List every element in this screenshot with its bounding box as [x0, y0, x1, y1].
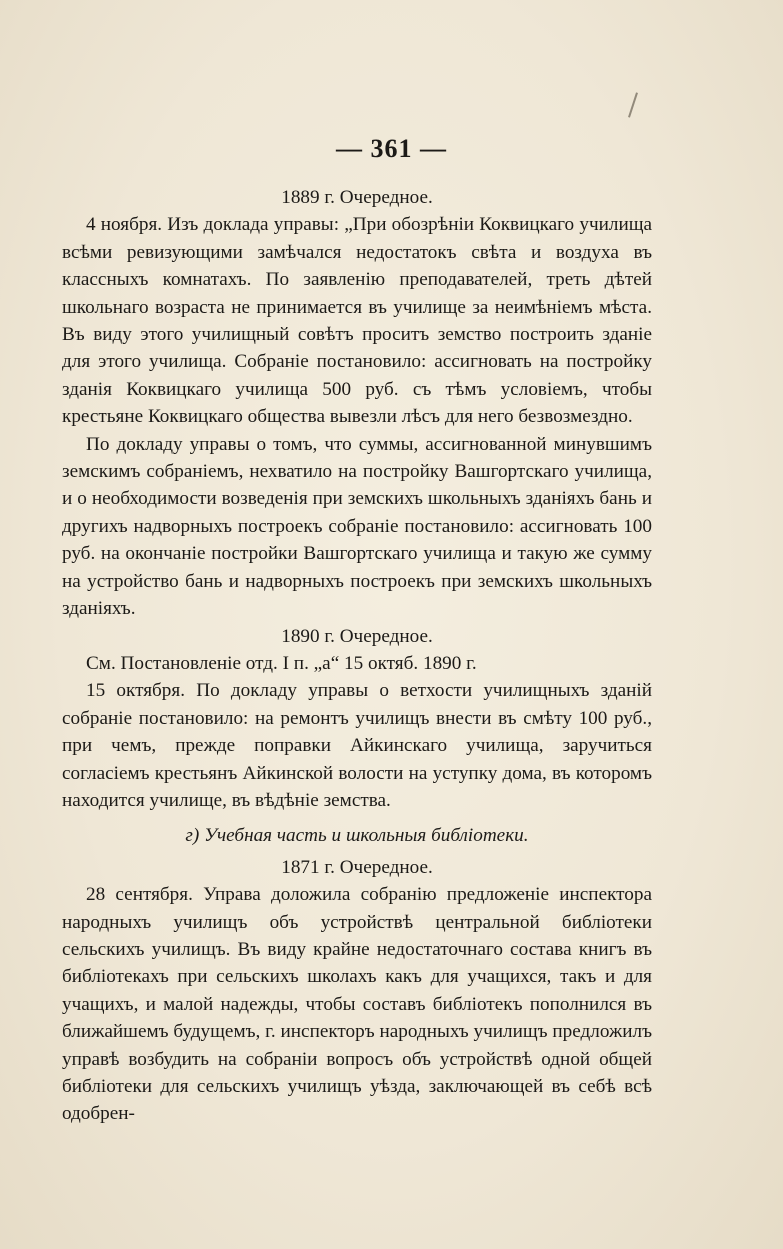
- paragraph-1889-1: 4 ноября. Изъ доклада управы: „При обозрѣніи Коквицкаго училища всѣми ревизующими замѣчался недостатокъ свѣта и воздуха въ классныхъ комнатахъ. По заявленію преподавателей, треть дѣтей школьнаго возраста не принимается въ училище за неимѣніемъ мѣста. Въ виду этого училищный совѣтъ проситъ земство построить зданіе для этого училища. Собраніе постановило: ассигновать на постройку зданія Коквицкаго училища 500 руб. съ тѣмъ условіемъ, чтобы крестьяне Коквицкаго общества вывезли лѣсъ для него безвозмездно.: [62, 214, 652, 428]
- section-heading-1889: 1889 г. Очередное.: [281, 187, 433, 208]
- ink-mark: [628, 92, 638, 117]
- page-number: — 361 —: [336, 134, 447, 163]
- paragraph-1890-1: См. Постановленіе отд. I п. „а“ 15 октяб. 1890 г.: [86, 652, 477, 674]
- paragraph-1889-2: По докладу управы о томъ, что суммы, ассигнованной минувшимъ земскимъ собраніемъ, нехватило на постройку Вашгортскаго училища, и о необходимости возведенія при земскихъ школьныхъ зданіяхъ бань и другихъ надворныхъ построекъ собраніе постановило: ассигновать 100 руб. на окончаніе постройки Вашгортскаго училища и такую же сумму на устройство бань и надворныхъ построекъ при земскихъ школьныхъ зданіяхъ.: [62, 433, 652, 620]
- page-body: [62, 184, 652, 1128]
- section-heading-1871: 1871 г. Очередное.: [281, 856, 433, 878]
- paragraph-1871-1: 28 сентября. Управа доложила собранію предложеніе инспектора народныхъ училищъ объ устройствѣ центральной библіотеки сельскихъ училищъ. Въ виду крайне недостаточнаго состава книгъ въ библіотекахъ при сельскихъ школахъ какъ для учащихся, такъ и для учащихъ, и малой надежды, чтобы составъ библіотекъ пополнился въ ближайшемъ будущемъ, г. инспекторъ народныхъ училищъ предложилъ управѣ возбудить на собраніи вопросъ объ устройствѣ одной общей библіотеки для сельскихъ училищъ уѣзда, заключающей въ себѣ всѣ одобрен-: [62, 884, 652, 1125]
- section-heading-1890: 1890 г. Очередное.: [281, 625, 433, 647]
- subsection-title: г) Учебная часть и школьныя библіотеки.: [185, 825, 529, 847]
- paragraph-1890-2: 15 октября. По докладу управы о ветхости училищныхъ зданій собраніе постановило: на ремонтъ училищъ внести въ смѣту 100 руб., при чемъ, прежде поправки Айкинскаго училища, заручиться согласіемъ крестьянъ Айкинской волости на уступку дома, въ которомъ находится училище, въ вѣдѣніе земства.: [62, 680, 652, 811]
